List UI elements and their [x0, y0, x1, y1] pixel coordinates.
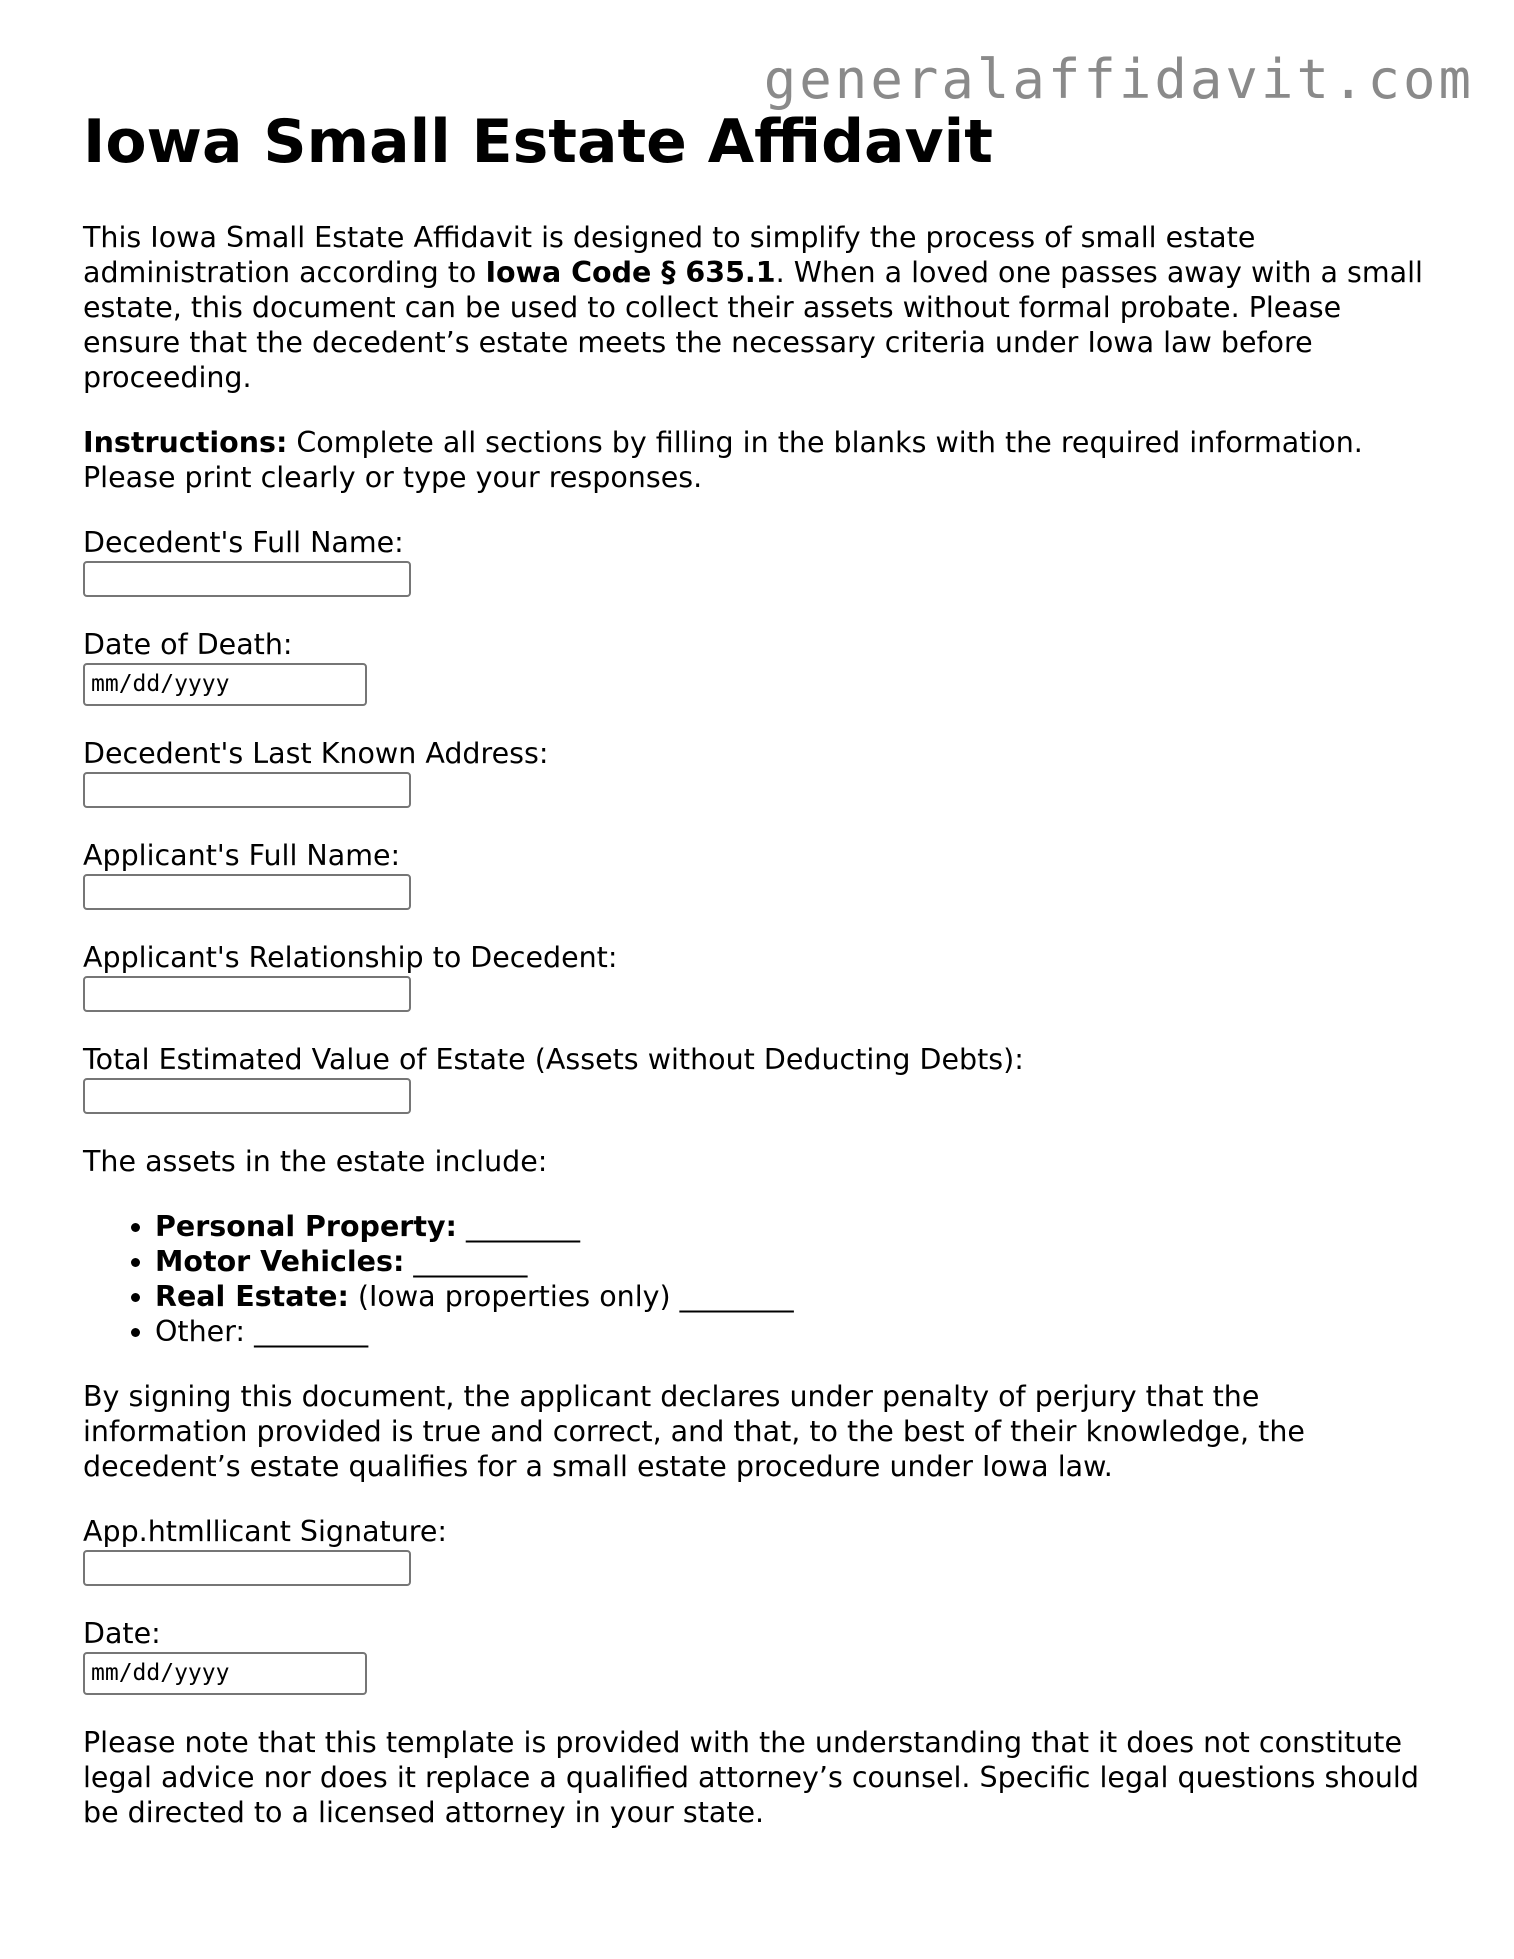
iowa-code-reference: Iowa Code § 635.1 [485, 256, 776, 289]
relationship-input[interactable] [83, 976, 411, 1012]
intro-paragraph [83, 220, 1423, 395]
asset-label: Personal Property: [155, 1210, 457, 1243]
decedent-name-label: Decedent's Full Name: [83, 526, 404, 559]
decedent-name-input[interactable] [83, 561, 411, 597]
asset-label: Real Estate: [155, 1280, 349, 1313]
estate-value-label: Total Estimated Value of Estate (Assets without Deducting Debts): [83, 1043, 1024, 1076]
watermark-text: generalaffidavit.com [763, 48, 1474, 111]
asset-blank: ________ [456, 1210, 580, 1243]
assets-intro: The assets in the estate include: [83, 1145, 548, 1178]
asset-blank: ________ [404, 1245, 528, 1278]
list-item [155, 1244, 1423, 1279]
date-of-death-input[interactable]: mm/dd/yyyy [83, 663, 367, 706]
applicant-name-label: Applicant's Full Name: [83, 839, 401, 872]
list-item [155, 1314, 1423, 1349]
estate-value-field [83, 1042, 1423, 1114]
asset-blank: ________ [670, 1280, 794, 1313]
signature-field [83, 1514, 1423, 1586]
date-of-death-field [83, 627, 1423, 706]
sign-date-label: Date: [83, 1617, 161, 1650]
instructions-label: Instructions: [83, 426, 288, 459]
asset-blank: ________ [245, 1315, 369, 1348]
last-address-field [83, 736, 1423, 808]
decedent-name-field [83, 525, 1423, 597]
list-item [155, 1209, 1423, 1244]
page-title: Iowa Small Estate Affidavit [83, 107, 993, 177]
date-of-death-label: Date of Death: [83, 628, 293, 661]
applicant-name-input[interactable] [83, 874, 411, 910]
instructions-text: Complete all sections by filling in the blanks with the required information. Please print clearly or type your responses. [83, 426, 1363, 494]
sign-date-input[interactable]: mm/dd/yyyy [83, 1652, 367, 1695]
intro-text-2: . When a loved one passes away with a small estate, this document can be used to collect their assets without formal probate. Please ensure that the decedent’s estate meets the necessary criteria under Iowa law before proceeding. [83, 256, 1423, 394]
signature-input[interactable] [83, 1550, 411, 1586]
asset-note: (Iowa properties only) [348, 1280, 671, 1313]
intro-text-1: This Iowa Small Estate Affidavit is designed to simplify the process of small estate administration according to [83, 221, 1256, 289]
list-item [155, 1279, 1423, 1314]
disclaimer-note: Please note that this template is provided with the understanding that it does not constitute legal advice nor does it replace a qualified attorney’s counsel. Specific legal questions should be directed to a licensed attorney in your state. [83, 1726, 1419, 1829]
relationship-label: Applicant's Relationship to Decedent: [83, 941, 618, 974]
estate-value-input[interactable] [83, 1078, 411, 1114]
instructions-paragraph [83, 425, 1423, 495]
last-address-label: Decedent's Last Known Address: [83, 737, 549, 770]
asset-note: Other: [155, 1315, 246, 1348]
assets-list [83, 1209, 1423, 1349]
last-address-input[interactable] [83, 772, 411, 808]
asset-label: Motor Vehicles: [155, 1245, 405, 1278]
sign-date-field [83, 1616, 1423, 1695]
applicant-name-field [83, 838, 1423, 910]
relationship-field [83, 940, 1423, 1012]
affidavit-document [83, 104, 1423, 1830]
declaration-paragraph: By signing this document, the applicant declares under penalty of perjury that the information provided is true and correct, and that, to the best of their knowledge, the decedent’s estate qualifies for a small estate procedure under Iowa law. [83, 1380, 1305, 1483]
signature-label: App.htmllicant Signature: [83, 1515, 448, 1548]
